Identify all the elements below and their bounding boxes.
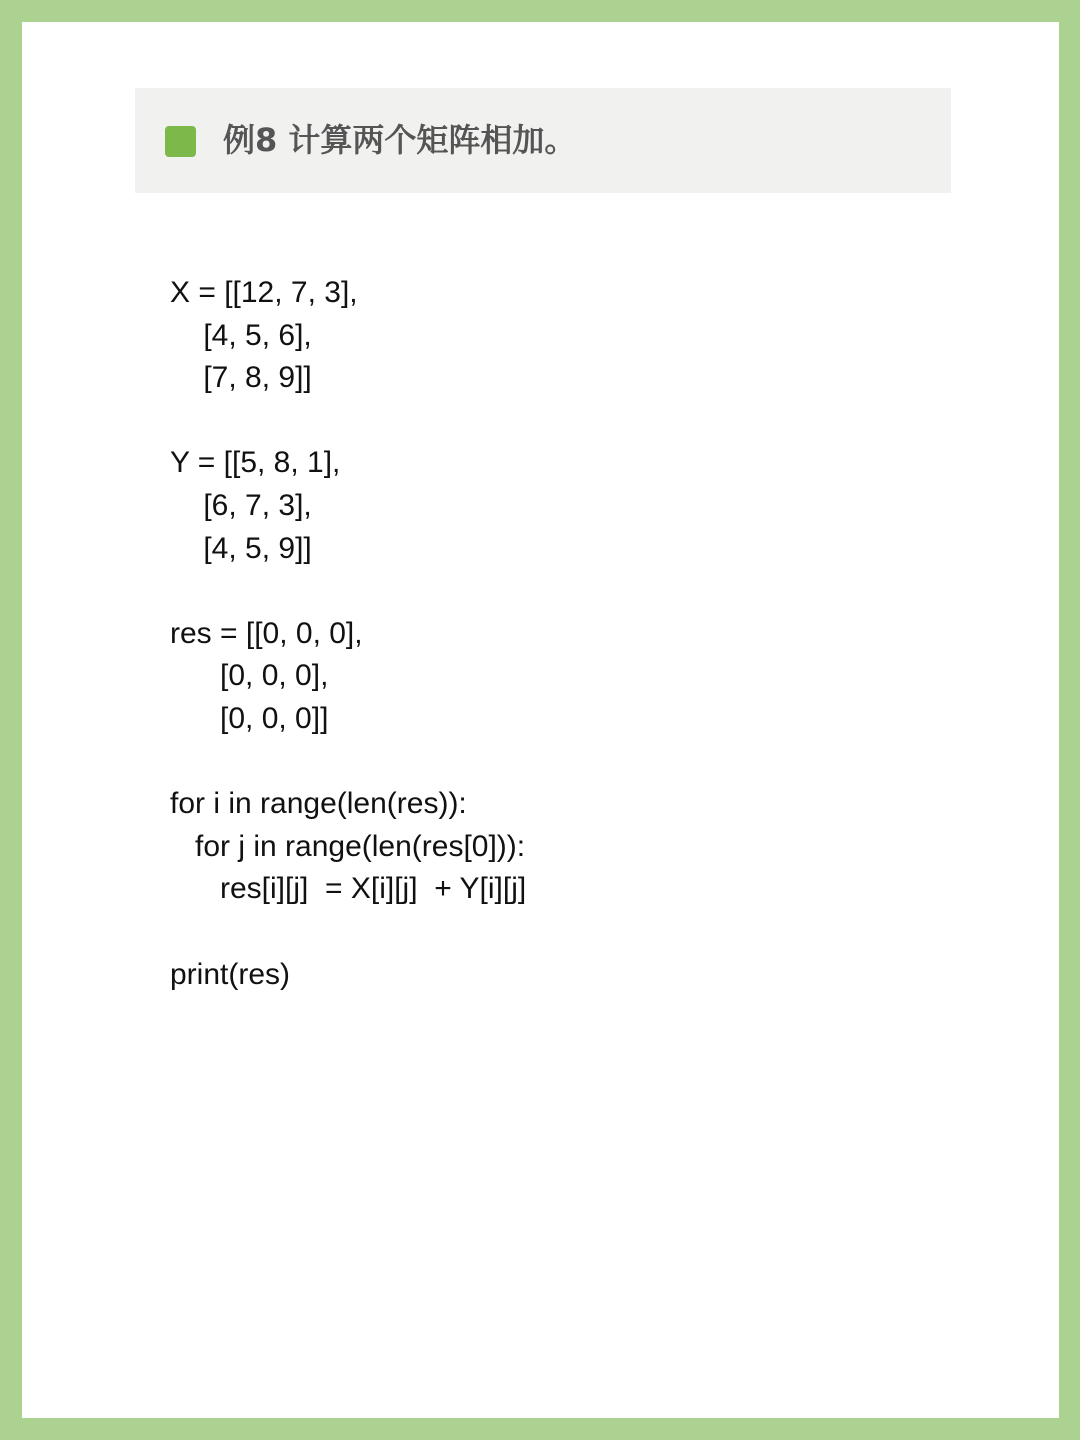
heading-bar [135,88,951,193]
code-line: [0, 0, 0], [170,659,329,693]
code-line: [0, 0, 0]] [170,701,329,735]
code-line [170,911,526,954]
code-line: for i in range(len(res)): [170,787,467,821]
code-block [170,272,526,996]
content-card [22,22,1059,1418]
code-line: res[i][j] = X[i][j] + Y[i][j] [170,872,527,906]
code-line: print(res) [170,957,291,991]
page-title: 例8 计算两个矩阵相加。 [223,121,577,159]
code-line [170,570,526,613]
code-line: X = [[12, 7, 3], [170,276,358,309]
code-line: [4, 5, 6], [170,318,312,352]
code-line [170,741,526,784]
code-line: Y = [[5, 8, 1], [170,446,341,480]
code-line: [6, 7, 3], [170,488,312,522]
code-line: res = [[0, 0, 0], [170,616,363,650]
code-line [170,400,526,443]
code-line: [4, 5, 9]] [170,531,312,565]
code-line: for j in range(len(res[0])): [170,829,526,863]
code-line: [7, 8, 9]] [170,361,312,395]
square-bullet-icon [165,126,196,157]
